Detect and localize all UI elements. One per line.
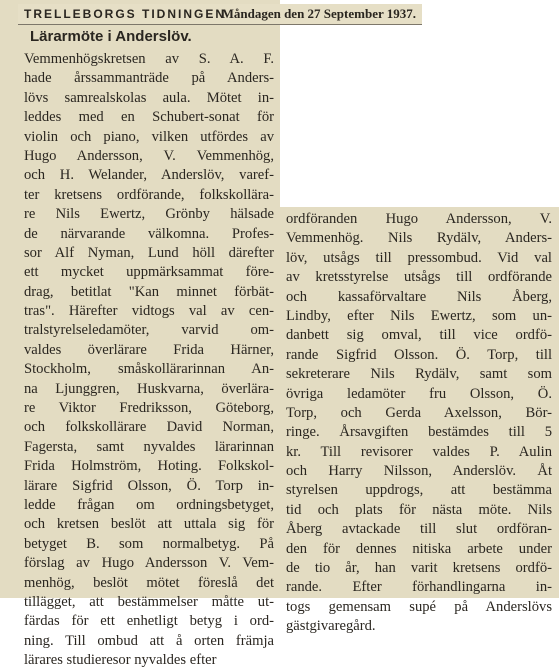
article-line: re Nils Ewertz, Grönby hälsade [24, 206, 274, 223]
article-line: tras". Härefter vidtogs val av cen- [24, 303, 274, 320]
article-line: ter kretsens ordförande, folkskollära- [24, 186, 274, 203]
article-line: och kassaförvaltare Nils Åberg, [286, 288, 552, 305]
article-line: sor Alf Nyman, Lund höll därefter [24, 244, 274, 261]
article-line: de tio år, han varit kretsens ordfö- [286, 560, 552, 577]
article-line: Lindby, efter Nils Ewertz, som un- [286, 307, 552, 324]
newspaper-masthead [18, 4, 422, 25]
article-line: tralstyrelseledamöter, varvid om- [24, 322, 274, 339]
article-line: den för dennes nitiska arbete under [286, 540, 552, 557]
article-line: Hugo Andersson, V. Vemmenhög, [24, 147, 274, 164]
article-line: ning. Till ombud att å orten främja [24, 632, 274, 649]
article-body-right [286, 210, 552, 637]
article-line: löv, utsågs till pressombud. Vid val [286, 249, 552, 266]
article-line: och Harry Nilsson, Anderslöv. Åt [286, 463, 552, 480]
article-line: togs gemensam supé på Anderslövs [286, 598, 552, 615]
article-body-left [24, 50, 274, 671]
article-line: Frida Holmström, Hoting. Folkskol- [24, 458, 274, 475]
article-line: ett mycket uppmärksammat före- [24, 264, 274, 281]
article-line: ledde frågan om ordningsbetyget, [24, 496, 274, 513]
article-line: Stockholm, småskollärarinnan An- [24, 361, 274, 378]
article-line: kr. Till revisorer valdes P. Aulin [286, 443, 552, 460]
article-line: Fagersta, samt nyvaldes lärarinnan [24, 438, 274, 455]
article-line: menhög, beslöt mötet föreslå det [24, 574, 274, 591]
article-line: lärares studieresor nyvaldes efter [24, 652, 217, 669]
article-line: övriga ledamöter fru Olsson, Ö. [286, 385, 552, 402]
article-line: Åberg avtackade till slut ordföran- [286, 521, 552, 538]
article-line: och folkskollärare David Norman, [24, 419, 274, 436]
article-line: Vemmenhögskretsen av S. A. F. [24, 51, 274, 67]
article-line: tid och plats för nästa möte. Nils [286, 501, 552, 518]
article-line: Vemmenhög. Nils Rydälv, Anders- [286, 230, 552, 247]
article-line: färdas för ett enhetligt betyg i ord- [24, 613, 274, 630]
article-line: Torp, och Gerda Axelsson, Bör- [286, 404, 552, 421]
article-line: ringe. Årsavgiften bestämdes till 5 [286, 424, 552, 441]
article-line: lärare Sigfrid Olsson, Ö. Torp in- [24, 477, 274, 494]
article-line: valdes överlärare Frida Härner, [24, 341, 274, 358]
article-line: leddes med en Schubert-sonat för [24, 109, 274, 126]
article-line: av kretsstyrelse utsågs till ordförande [286, 269, 552, 286]
article-line: sekreterare Nils Rydälv, samt som [286, 366, 552, 383]
article-line: danbett sig omval, till vice ordfö- [286, 327, 552, 344]
article-line: ordföranden Hugo Andersson, V. [286, 211, 552, 227]
issue-date: Måndagen den 27 September 1937. [221, 6, 416, 21]
article-line: de närvarande välkomna. Profes- [24, 225, 274, 242]
article-line: rande. Efter förhandlingarna in- [286, 579, 552, 596]
newspaper-name: TRELLEBORGS TIDNINGEN [24, 7, 227, 21]
article-line: hade årssammanträde på Anders- [24, 70, 274, 87]
article-headline: Lärarmöte i Anderslöv. [30, 28, 192, 45]
article-line: styrelsen uppdrogs, att bestämma [286, 482, 552, 499]
article-line: drag, betitlat "Kan minnet förbät- [24, 283, 274, 300]
article-line: betyget B. som normalbetyg. På [24, 535, 274, 552]
article-line: och H. Welander, Anderslöv, varef- [24, 167, 274, 184]
article-line: lövs samrealskolas aula. Mötet in- [24, 89, 274, 106]
article-line: tillägget, att bestämmelser måtte ut- [24, 593, 274, 610]
article-line: violin och piano, vilken utfördes av [24, 128, 274, 145]
article-line: rande Sigfrid Olsson. Ö. Torp, till [286, 346, 552, 363]
article-line: re Viktor Fredriksson, Göteborg, [24, 400, 274, 417]
article-line: och kretsen beslöt att uttala sig för [24, 516, 274, 533]
article-line: na Ljunggren, Huskvarna, överlära- [24, 380, 274, 397]
article-line: gästgivaregård. [286, 618, 376, 635]
article-line: förslag av Hugo Andersson V. Vem- [24, 555, 274, 572]
